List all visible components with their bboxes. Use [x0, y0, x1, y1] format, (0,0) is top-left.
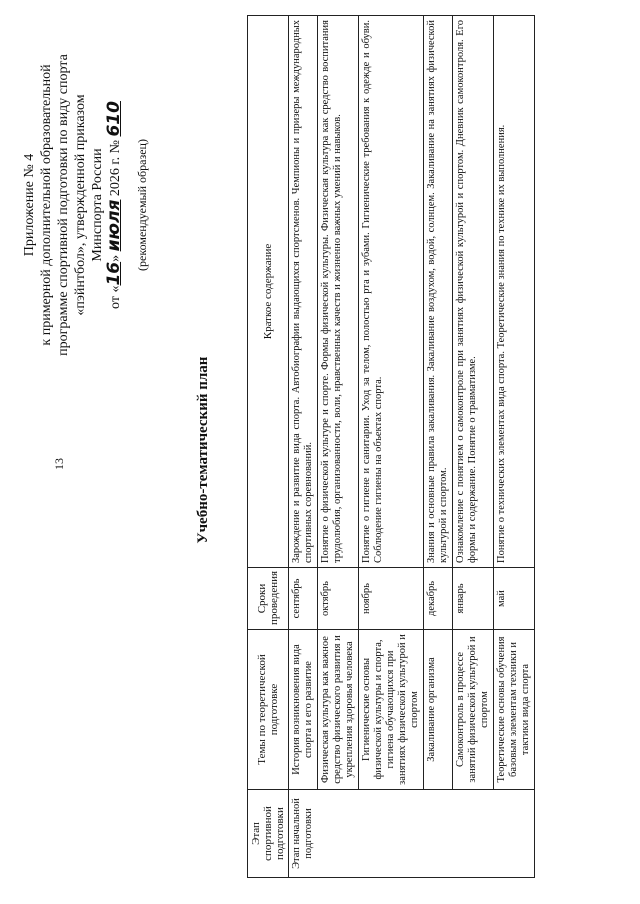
appendix-line: «пэйнтбол», утвержденной приказом — [73, 94, 88, 316]
order-month: июля — [104, 199, 124, 252]
term-cell: сентябрь — [289, 568, 318, 630]
stage-cell: Этап начальной подготовки — [289, 790, 535, 878]
appendix-line: к примерной дополнительной образовательной — [39, 64, 54, 346]
sample-note: (рекомендуемый образец) — [135, 139, 149, 271]
content-cell: Ознакомление с понятием о самоконтроле при занятиях физической культурой и спортом. Дневник самоконтроля. Его формы и содержание. Понятие о травматизме. — [453, 16, 494, 568]
content-cell: Зарождение и развитие вида спорта. Автобиографии выдающихся спортсменов. Чемпионы и призеры международных спортивных соревнований. — [289, 16, 318, 568]
topic-cell: Гигиенические основы физической культуры и спорта, гигиена обучающихся при занятиях физической культурой и спортом — [359, 630, 424, 790]
rotated-page-content — [15, 10, 615, 890]
order-day: 16 — [104, 261, 124, 286]
table-row — [289, 16, 318, 878]
topic-cell: Физическая культура как важное средство физического развития и укрепления здоровья человека — [318, 630, 359, 790]
table-row — [494, 16, 535, 878]
order-mid: » — [108, 251, 123, 262]
content-cell: Понятие о гигиене и санитарии. Уход за телом, полостью рта и зубами. Гигиенические требования к одежде и обуви. Соблюдение гигиены на объектах спорта. — [359, 16, 424, 568]
table-row — [318, 16, 359, 878]
table-row — [453, 16, 494, 878]
header-topic: Темы по теоретической подготовке — [248, 630, 289, 790]
order-prefix: от « — [108, 285, 123, 309]
content-cell: Знания и основные правила закаливания. Закаливание воздухом, водой, солнцем. Закаливание на занятиях физической культурой и спортом. — [424, 16, 453, 568]
order-number: 610 — [104, 101, 124, 137]
appendix-title: Приложение № 4 — [22, 153, 37, 257]
header-stage: Этап спортивной подготовки — [248, 790, 289, 878]
topic-cell: Теоретические основы обучения базовым элементам техники и тактики вида спорта — [494, 630, 535, 790]
page-number: 13 — [52, 458, 66, 470]
term-cell: май — [494, 568, 535, 630]
header-content: Краткое содержание — [248, 16, 289, 568]
table-header-row — [248, 16, 289, 878]
term-cell: ноябрь — [359, 568, 424, 630]
table-row — [424, 16, 453, 878]
content-cell: Понятие о технических элементах вида спорта. Теоретические знания по технике их выполнения. — [494, 16, 535, 568]
term-cell: январь — [453, 568, 494, 630]
topic-cell: Самоконтроль в процессе занятий физической культурой и спортом — [453, 630, 494, 790]
topic-cell: Закаливание организма — [424, 630, 453, 790]
topic-cell: История возникновения вида спорта и его развитие — [289, 630, 318, 790]
appendix-line: программе спортивной подготовки по виду спорта — [56, 54, 71, 356]
plan-table — [247, 15, 535, 878]
order-year: 2026 г. № — [108, 136, 123, 200]
term-cell: октябрь — [318, 568, 359, 630]
term-cell: декабрь — [424, 568, 453, 630]
header-term: Сроки проведения — [248, 568, 289, 630]
content-cell: Понятие о физической культуре и спорте. Формы физической культуры. Физическая культура как средство воспитания трудолюбия, организованности, воли, нравственных качеств и жизненно важных умений и навыков. — [318, 16, 359, 568]
plan-title: Учебно-тематический план — [195, 356, 211, 544]
order-line — [106, 10, 124, 400]
appendix-header — [21, 10, 151, 400]
appendix-line: Минспорта России — [90, 148, 105, 262]
table-row — [359, 16, 424, 878]
